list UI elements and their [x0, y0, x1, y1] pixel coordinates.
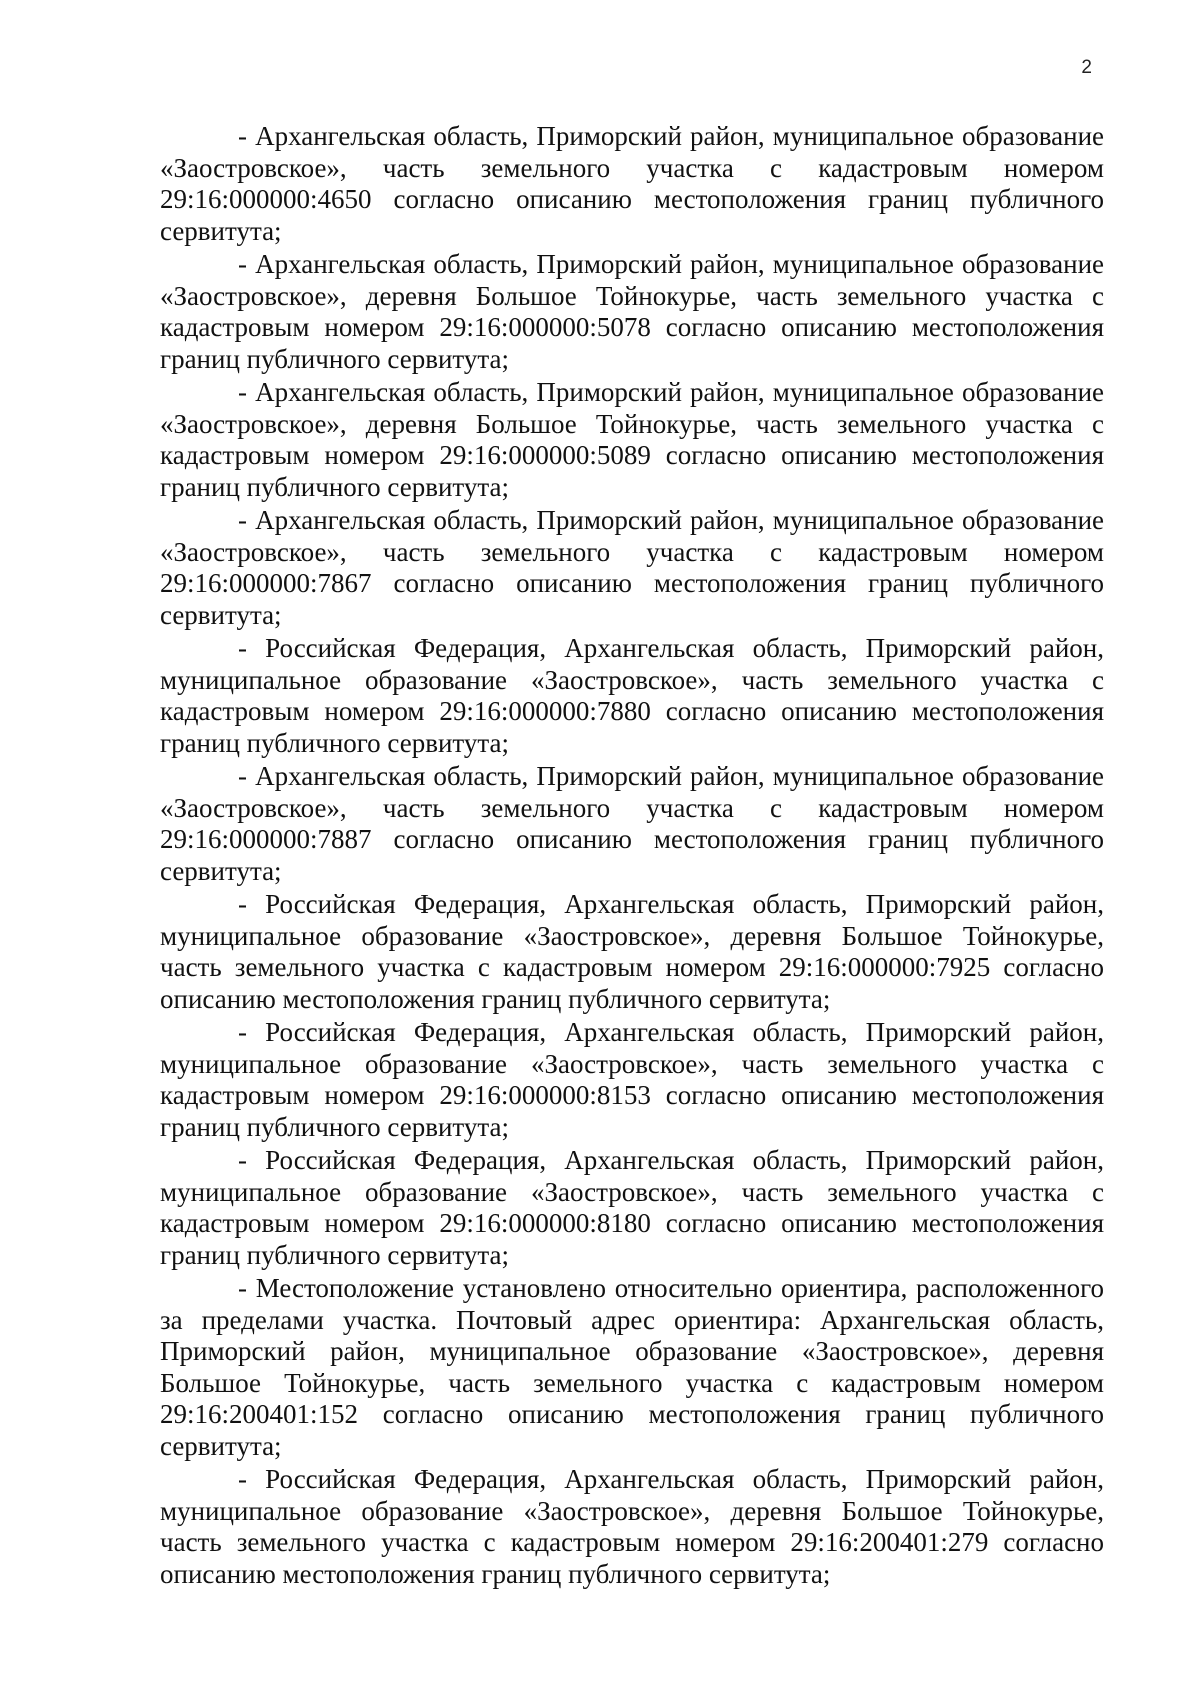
- list-item: - Российская Федерация, Архангельская область, Приморский район, муниципальное образование «Заостровское», часть земельного участка с кадастровым номером 29:16:000000:8180 согласно описанию местоположения границ публичного сервитута;: [160, 1145, 1104, 1270]
- list-item: - Местоположение установлено относительно ориентира, расположенного за пределами участка. Почтовый адрес ориентира: Архангельская область, Приморский район, муниципальное образование «Заостровское», деревня Большое Тойнокурье, часть земельного участка с кадастровым номером 29:16:200401:152 согласно описанию местоположения границ публичного сервитута;: [160, 1273, 1104, 1461]
- document-body: [160, 121, 1104, 1592]
- page-number: 2: [1081, 57, 1092, 78]
- list-item: - Архангельская область, Приморский район, муниципальное образование «Заостровское», часть земельного участка с кадастровым номером 29:16:000000:7887 согласно описанию местоположения границ публичного сервитута;: [160, 761, 1104, 886]
- list-item: - Российская Федерация, Архангельская область, Приморский район, муниципальное образование «Заостровское», часть земельного участка с кадастровым номером 29:16:000000:7880 согласно описанию местоположения границ публичного сервитута;: [160, 633, 1104, 758]
- list-item: - Архангельская область, Приморский район, муниципальное образование «Заостровское», деревня Большое Тойнокурье, часть земельного участка с кадастровым номером 29:16:000000:5089 согласно описанию местоположения границ публичного сервитута;: [160, 377, 1104, 502]
- list-item: - Архангельская область, Приморский район, муниципальное образование «Заостровское», часть земельного участка с кадастровым номером 29:16:000000:7867 согласно описанию местоположения границ публичного сервитута;: [160, 505, 1104, 630]
- list-item: - Российская Федерация, Архангельская область, Приморский район, муниципальное образование «Заостровское», деревня Большое Тойнокурье, часть земельного участка с кадастровым номером 29:16:200401:279 согласно описанию местоположения границ публичного сервитута;: [160, 1464, 1104, 1589]
- list-item: - Российская Федерация, Архангельская область, Приморский район, муниципальное образование «Заостровское», часть земельного участка с кадастровым номером 29:16:000000:8153 согласно описанию местоположения границ публичного сервитута;: [160, 1017, 1104, 1142]
- list-item: - Архангельская область, Приморский район, муниципальное образование «Заостровское», часть земельного участка с кадастровым номером 29:16:000000:4650 согласно описанию местоположения границ публичного сервитута;: [160, 121, 1104, 246]
- list-item: - Архангельская область, Приморский район, муниципальное образование «Заостровское», деревня Большое Тойнокурье, часть земельного участка с кадастровым номером 29:16:000000:5078 согласно описанию местоположения границ публичного сервитута;: [160, 249, 1104, 374]
- list-item: - Российская Федерация, Архангельская область, Приморский район, муниципальное образование «Заостровское», деревня Большое Тойнокурье, часть земельного участка с кадастровым номером 29:16:000000:7925 согласно описанию местоположения границ публичного сервитута;: [160, 889, 1104, 1014]
